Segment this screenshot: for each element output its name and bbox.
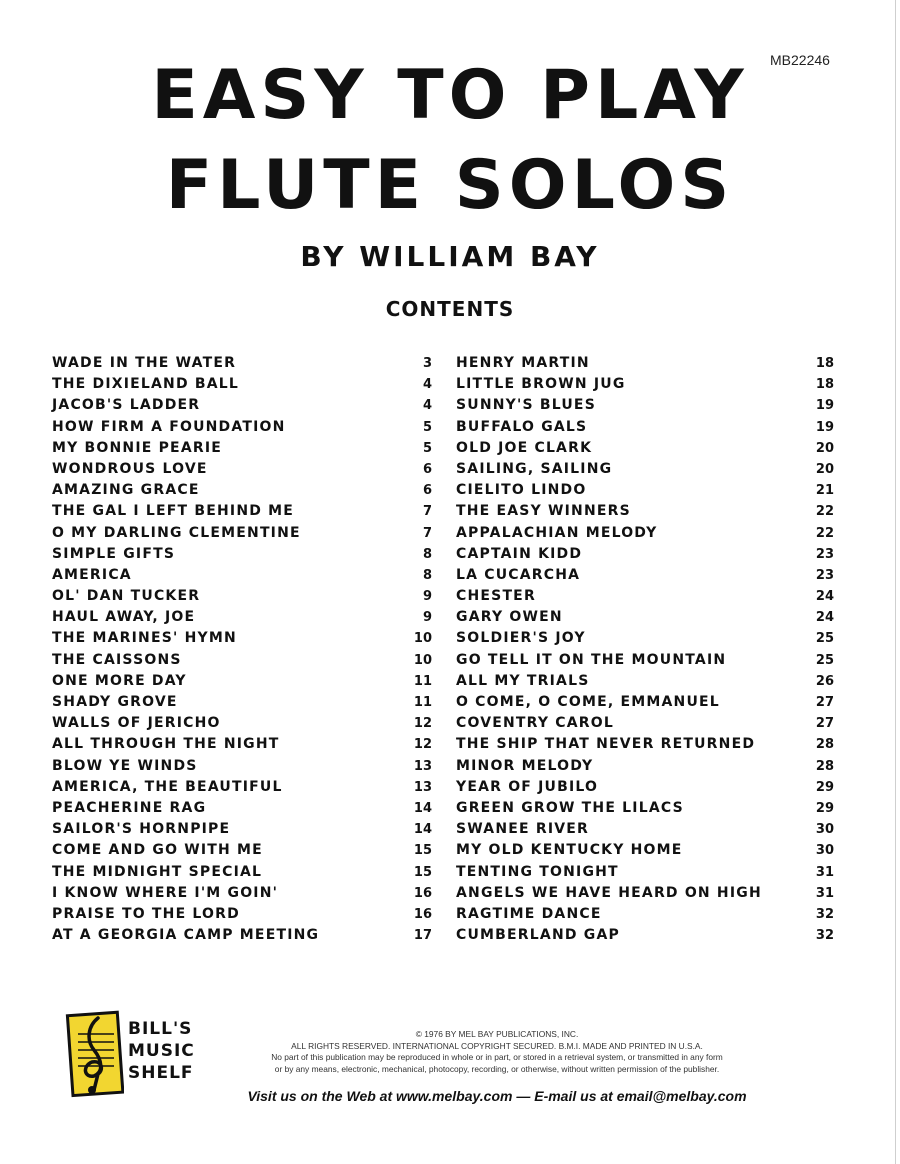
toc-entry (456, 355, 834, 376)
toc-entry (456, 821, 834, 842)
toc-entry-title: ALL MY TRIALS (456, 672, 590, 689)
toc-entry-page: 32 (815, 906, 834, 922)
toc-entry-title: SAILING, SAILING (456, 460, 613, 477)
toc-entry (52, 758, 432, 779)
toc-entry-page: 30 (815, 822, 834, 838)
toc-entry (52, 927, 432, 948)
toc-entry-title: THE MARINES' HYMN (52, 630, 237, 647)
toc-entry-title: SIMPLE GIFTS (52, 545, 176, 562)
toc-entry-title: GARY OWEN (456, 609, 563, 626)
toc-entry (456, 630, 834, 651)
toc-entry-page: 18 (815, 356, 834, 371)
toc-entry (456, 546, 834, 567)
toc-entry-page: 10 (413, 652, 432, 668)
toc-entry-title: SHADY GROVE (52, 694, 178, 710)
toc-entry (52, 673, 432, 694)
toc-entry-title: THE SHIP THAT NEVER RETURNED (456, 736, 756, 753)
toc-entry-page: 9 (422, 589, 432, 605)
toc-entry-page: 24 (815, 589, 834, 605)
treble-clef-icon (64, 1006, 124, 1098)
toc-entry-page: 11 (413, 695, 432, 710)
toc-entry (456, 567, 834, 588)
toc-entry-page: 27 (815, 695, 834, 710)
toc-entry (456, 461, 834, 482)
toc-entry-page: 23 (815, 567, 834, 583)
toc-entry-page: 20 (815, 440, 834, 456)
toc-entry (456, 525, 834, 546)
toc-entry (52, 440, 432, 461)
toc-column-left (52, 355, 432, 948)
toc-entry-title: GO TELL IT ON THE MOUNTAIN (456, 651, 727, 668)
toc-entry (456, 503, 834, 524)
toc-entry-page: 30 (815, 843, 834, 859)
toc-entry (52, 588, 432, 609)
toc-entry-title: GREEN GROW THE LILACS (456, 799, 684, 816)
toc-entry-title: BLOW YE WINDS (52, 757, 198, 774)
toc-entry (456, 397, 834, 418)
toc-entry (456, 864, 834, 885)
toc-entry (52, 800, 432, 821)
toc-entry-page: 16 (413, 906, 432, 922)
toc-entry-page: 11 (413, 673, 432, 689)
toc-entry (52, 906, 432, 927)
toc-entry-page: 18 (815, 377, 834, 393)
toc-entry-page: 22 (815, 525, 834, 541)
toc-entry (456, 609, 834, 630)
toc-entry-title: HENRY MARTIN (456, 355, 590, 371)
toc-entry (52, 715, 432, 736)
toc-entry (52, 461, 432, 482)
toc-entry (52, 694, 432, 715)
toc-entry (52, 736, 432, 757)
toc-entry-title: SAILOR'S HORNPIPE (52, 821, 231, 838)
toc-entry-page: 16 (413, 885, 432, 901)
toc-entry (456, 419, 834, 440)
toc-entry (456, 927, 834, 948)
toc-entry-page: 26 (815, 673, 834, 689)
copyright-line: © 1976 BY MEL BAY PUBLICATIONS, INC. (415, 1029, 579, 1039)
author-byline: BY WILLIAM BAY (300, 240, 600, 273)
toc-entry (456, 885, 834, 906)
toc-entry (52, 567, 432, 588)
toc-entry-title: TENTING TONIGHT (456, 863, 619, 880)
contents-heading: CONTENTS (385, 297, 515, 321)
toc-entry-page: 7 (422, 525, 432, 541)
toc-entry-page: 31 (815, 885, 834, 901)
toc-entry-page: 7 (422, 504, 432, 520)
toc-entry (456, 376, 834, 397)
catalog-code: MB22246 (770, 52, 830, 68)
toc-entry-page: 28 (815, 737, 834, 753)
toc-entry-title: I KNOW WHERE I'M GOIN' (52, 884, 279, 901)
toc-entry (52, 885, 432, 906)
title-line-1: EASY TO PLAY (151, 56, 749, 135)
toc-entry-title: THE DIXIELAND BALL (52, 376, 240, 393)
logo-line-1: BILL'S (128, 1019, 193, 1039)
toc-entry-page: 6 (422, 461, 432, 477)
toc-entry-title: MY OLD KENTUCKY HOME (456, 842, 683, 859)
toc-entry-title: OL' DAN TUCKER (52, 588, 201, 605)
toc-entry-page: 9 (422, 610, 432, 626)
toc-entry-page: 14 (413, 800, 432, 816)
toc-entry-title: CAPTAIN KIDD (456, 545, 583, 562)
toc-entry-page: 17 (413, 928, 432, 944)
toc-entry-title: CIELITO LINDO (456, 482, 587, 499)
toc-entry-title: SOLDIER'S JOY (456, 630, 586, 647)
toc-entry-title: COME AND GO WITH ME (52, 842, 263, 859)
toc-entry-page: 29 (815, 800, 834, 816)
toc-entry (456, 736, 834, 757)
toc-entry-title: HAUL AWAY, JOE (52, 609, 196, 626)
toc-entry-title: PRAISE TO THE LORD (52, 905, 240, 922)
toc-entry (456, 800, 834, 821)
toc-entry-title: WONDROUS LOVE (52, 460, 208, 477)
toc-entry (52, 525, 432, 546)
toc-entry (456, 694, 834, 715)
toc-entry-page: 8 (422, 567, 432, 583)
toc-entry-page: 3 (422, 356, 432, 371)
toc-entry-page: 21 (815, 483, 834, 499)
toc-entry (52, 355, 432, 376)
reproduction-line-2: or by any means, electronic, mechanical, photocopy, recording, or otherwise, without written permission of the publisher. (274, 1063, 720, 1074)
toc-entry-page: 25 (815, 652, 834, 668)
toc-entry-title: THE MIDNIGHT SPECIAL (52, 863, 263, 880)
toc-entry (456, 482, 834, 503)
toc-entry-page: 5 (422, 440, 432, 456)
toc-entry-page: 12 (413, 737, 432, 753)
toc-entry (52, 397, 432, 418)
toc-entry (456, 440, 834, 461)
bills-music-shelf-logo (64, 1006, 204, 1102)
toc-entry-title: THE CAISSONS (52, 651, 182, 668)
reproduction-line-1: No part of this publication may be reproduced in whole or in part, or stored in a retrieval system, or transmitted in any form (271, 1052, 723, 1063)
title-line-2: FLUTE SOLOS (165, 146, 735, 225)
toc-entry (52, 376, 432, 397)
toc-entry-page: 25 (815, 631, 834, 647)
toc-entry-page: 10 (413, 631, 432, 647)
toc-entry-page: 4 (422, 377, 432, 393)
toc-column-right (456, 355, 834, 948)
toc-entry-title: OLD JOE CLARK (456, 439, 593, 456)
toc-entry-title: O MY DARLING CLEMENTINE (52, 524, 301, 541)
website-email-line: Visit us on the Web at www.melbay.com — E-mail us at email@melbay.com (247, 1088, 747, 1104)
toc-entry-title: ANGELS WE HAVE HEARD ON HIGH (456, 884, 762, 901)
toc-entry-title: LA CUCARCHA (456, 566, 581, 583)
toc-entry (52, 864, 432, 885)
toc-entry-title: COVENTRY CAROL (456, 715, 615, 732)
toc-entry-page: 15 (413, 864, 432, 880)
toc-entry-title: BUFFALO GALS (456, 418, 588, 435)
toc-entry (52, 821, 432, 842)
toc-entry (52, 503, 432, 524)
copyright-notice (212, 1029, 782, 1075)
toc-entry-title: MY BONNIE PEARIE (52, 439, 223, 456)
toc-entry-page: 23 (815, 546, 834, 562)
toc-entry-title: WALLS OF JERICHO (52, 715, 221, 732)
toc-entry (52, 842, 432, 863)
toc-entry (52, 652, 432, 673)
toc-entry-title: AT A GEORGIA CAMP MEETING (52, 927, 320, 944)
toc-entry-title: CHESTER (456, 588, 536, 605)
toc-entry-title: LITTLE BROWN JUG (456, 376, 626, 393)
logo-line-3: SHELF (128, 1063, 194, 1083)
toc-entry-page: 6 (422, 483, 432, 499)
toc-entry-page: 8 (422, 546, 432, 562)
toc-entry (456, 673, 834, 694)
toc-entry-title: YEAR OF JUBILO (456, 778, 599, 795)
toc-entry-page: 28 (815, 758, 834, 774)
toc-entry (456, 779, 834, 800)
toc-entry (52, 779, 432, 800)
toc-entry (456, 652, 834, 673)
toc-entry-title: AMERICA, THE BEAUTIFUL (52, 778, 283, 795)
toc-entry-title: WADE IN THE WATER (52, 355, 237, 371)
toc-entry-title: RAGTIME DANCE (456, 905, 602, 922)
toc-entry (52, 482, 432, 503)
toc-entry-title: SWANEE RIVER (456, 821, 590, 838)
toc-entry-title: AMAZING GRACE (52, 482, 200, 499)
toc-entry-page: 14 (413, 822, 432, 838)
toc-entry-title: CUMBERLAND GAP (456, 927, 620, 944)
toc-entry-page: 19 (815, 398, 834, 414)
toc-entry (52, 419, 432, 440)
toc-entry-title: SUNNY'S BLUES (456, 397, 596, 414)
toc-entry-title: MINOR MELODY (456, 757, 594, 774)
toc-entry-page: 13 (413, 779, 432, 795)
toc-entry-page: 5 (422, 419, 432, 435)
rights-line: ALL RIGHTS RESERVED. INTERNATIONAL COPYRIGHT SECURED. B.M.I. MADE AND PRINTED IN U.S.A. (291, 1040, 703, 1051)
toc-entry-page: 19 (815, 419, 834, 435)
toc-entry-title: APPALACHIAN MELODY (456, 524, 658, 541)
toc-entry-title: THE GAL I LEFT BEHIND ME (52, 503, 295, 520)
toc-entry-page: 24 (815, 610, 834, 626)
logo-line-2: MUSIC (128, 1041, 195, 1061)
toc-entry-title: THE EASY WINNERS (456, 503, 631, 520)
logo-wordmark (128, 1018, 195, 1084)
toc-entry (456, 588, 834, 609)
toc-entry-title: ONE MORE DAY (52, 672, 187, 689)
toc-entry-page: 31 (815, 864, 834, 880)
toc-entry-page: 32 (815, 928, 834, 944)
toc-entry-page: 29 (815, 779, 834, 795)
toc-entry (456, 715, 834, 736)
toc-entry (52, 609, 432, 630)
toc-entry (456, 906, 834, 927)
toc-entry-page: 22 (815, 504, 834, 520)
toc-entry-title: PEACHERINE RAG (52, 799, 207, 816)
toc-entry-page: 27 (815, 716, 834, 732)
toc-entry (52, 630, 432, 651)
toc-entry-title: JACOB'S LADDER (52, 397, 201, 414)
toc-entry-page: 15 (413, 843, 432, 859)
toc-entry-title: AMERICA (52, 566, 132, 583)
toc-entry-page: 20 (815, 461, 834, 477)
toc-entry (52, 546, 432, 567)
toc-entry (456, 842, 834, 863)
toc-entry-title: ALL THROUGH THE NIGHT (52, 736, 280, 753)
toc-entry-page: 12 (413, 716, 432, 732)
toc-entry-title: HOW FIRM A FOUNDATION (52, 418, 286, 435)
toc-entry-page: 13 (413, 758, 432, 774)
toc-entry-page: 4 (422, 398, 432, 414)
toc-entry (456, 758, 834, 779)
toc-entry-title: O COME, O COME, EMMANUEL (456, 694, 720, 710)
